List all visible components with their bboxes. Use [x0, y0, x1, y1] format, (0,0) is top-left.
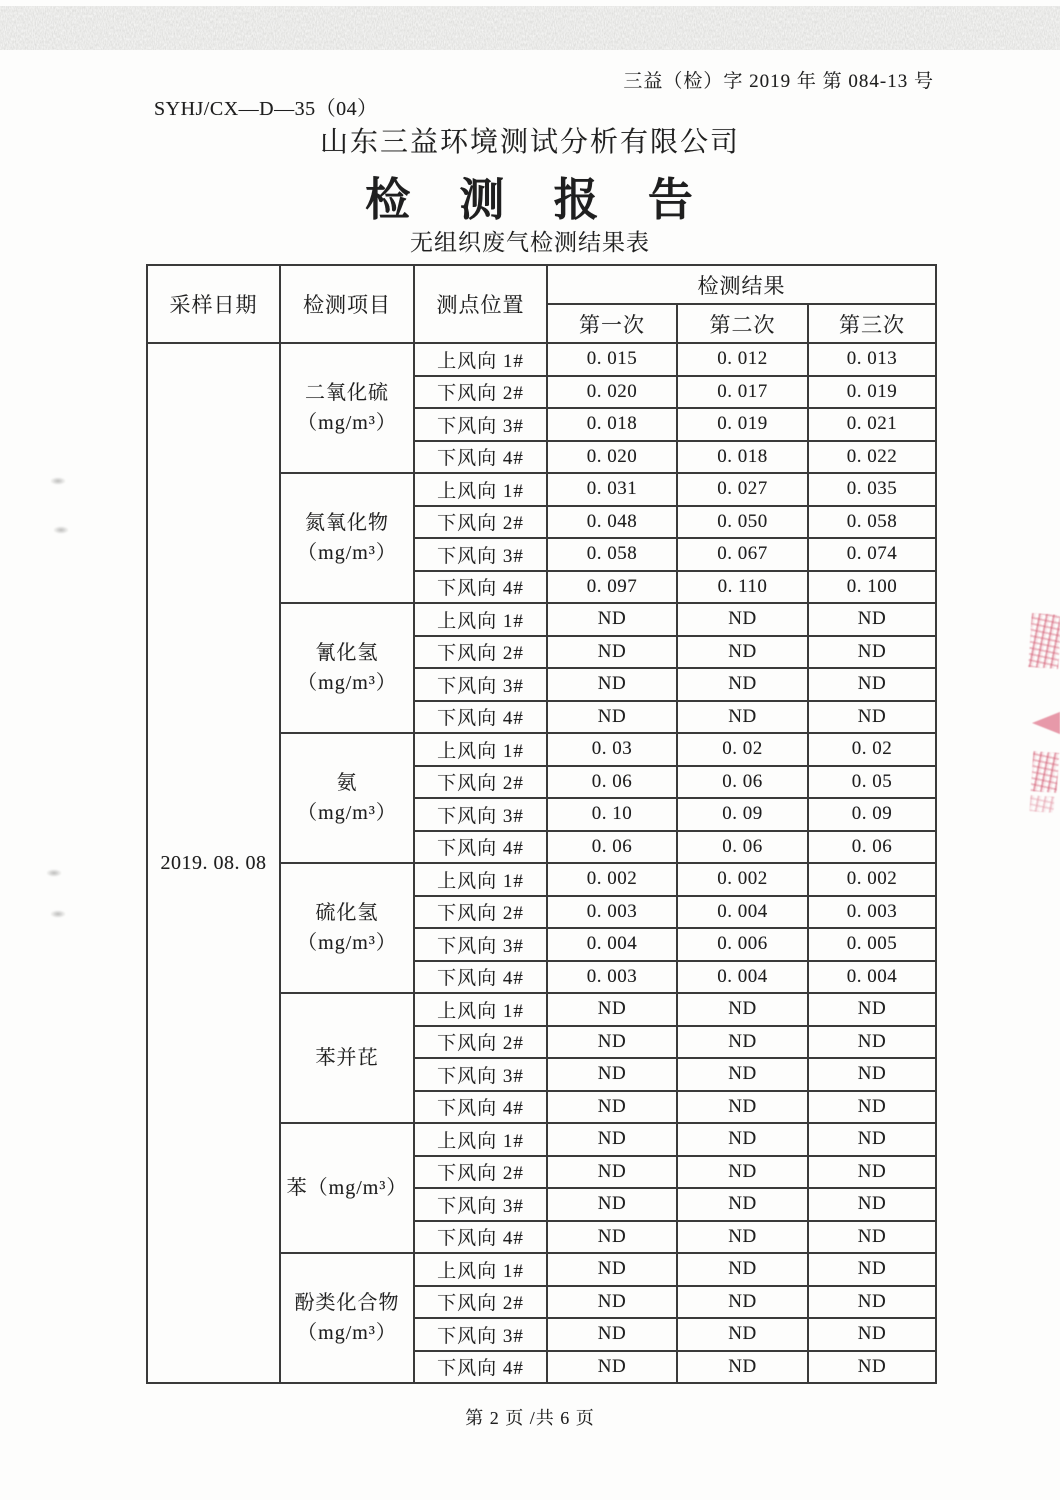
location-cell: 上风向 1#: [414, 863, 547, 896]
col-header-run-3: 第三次: [808, 304, 936, 343]
result-cell: ND: [677, 701, 808, 734]
item-cell: [280, 733, 414, 863]
result-cell: ND: [808, 668, 936, 701]
result-cell: 0. 004: [808, 961, 936, 994]
result-cell: ND: [547, 1156, 677, 1189]
item-line: 酚类化合物: [294, 1292, 400, 1314]
result-cell: 0. 020: [547, 441, 677, 474]
location-cell: 下风向 3#: [414, 668, 547, 701]
result-cell: ND: [547, 668, 677, 701]
result-cell: 0. 03: [547, 733, 677, 766]
item-line: （mg/m³）: [297, 412, 397, 434]
table-title: 无组织废气检测结果表: [410, 230, 650, 255]
table-row: [147, 343, 936, 376]
location-cell: 下风向 3#: [414, 538, 547, 571]
location-cell: 上风向 1#: [414, 473, 547, 506]
result-cell: ND: [677, 1058, 808, 1091]
result-cell: 0. 02: [808, 733, 936, 766]
scan-noise-band: [0, 4, 1060, 54]
result-cell: 0. 074: [808, 538, 936, 571]
location-cell: 上风向 1#: [414, 1253, 547, 1286]
result-cell: 0. 013: [808, 343, 936, 376]
result-cell: ND: [547, 1188, 677, 1221]
result-cell: 0. 019: [677, 408, 808, 441]
location-cell: 下风向 4#: [414, 1091, 547, 1124]
document-number: 三益（检）字 2019 年 第 084-13 号: [623, 71, 934, 92]
col-header-location: 测点位置: [414, 265, 547, 343]
seal-text-fragment: [1028, 613, 1060, 669]
item-line: 氨: [336, 772, 358, 794]
result-cell: 0. 017: [677, 376, 808, 409]
location-cell: 下风向 2#: [414, 896, 547, 929]
item-cell: [280, 603, 414, 733]
item-line: （mg/m³）: [297, 932, 397, 954]
result-cell: 0. 018: [547, 408, 677, 441]
col-header-run-1: 第一次: [547, 304, 677, 343]
item-line: （mg/m³）: [297, 542, 397, 564]
result-cell: 0. 020: [547, 376, 677, 409]
location-cell: 下风向 3#: [414, 408, 547, 441]
result-cell: 0. 022: [808, 441, 936, 474]
result-cell: ND: [808, 1221, 936, 1254]
result-cell: ND: [677, 636, 808, 669]
result-cell: 0. 003: [547, 961, 677, 994]
result-cell: ND: [808, 1318, 936, 1351]
result-cell: 0. 018: [677, 441, 808, 474]
result-cell: ND: [808, 993, 936, 1026]
result-cell: ND: [547, 1123, 677, 1156]
result-cell: 0. 004: [547, 928, 677, 961]
location-cell: 下风向 4#: [414, 441, 547, 474]
result-cell: ND: [677, 1091, 808, 1124]
seal-text-fragment: [1031, 751, 1060, 793]
result-cell: ND: [808, 1123, 936, 1156]
location-cell: 下风向 3#: [414, 1318, 547, 1351]
item-line: 氮氧化物: [305, 512, 389, 534]
location-cell: 下风向 3#: [414, 1188, 547, 1221]
result-cell: ND: [547, 701, 677, 734]
result-cell: 0. 050: [677, 506, 808, 539]
col-header-sample-date: 采样日期: [147, 265, 280, 343]
result-cell: 0. 035: [808, 473, 936, 506]
item-line: 氰化氢: [315, 642, 379, 664]
result-cell: ND: [547, 1286, 677, 1319]
scan-smudge: [50, 477, 66, 485]
item-cell: [280, 1123, 414, 1253]
result-cell: 0. 100: [808, 571, 936, 604]
result-cell: ND: [547, 1091, 677, 1124]
result-cell: ND: [808, 603, 936, 636]
item-cell: [280, 473, 414, 603]
item-line: 苯并芘: [315, 1047, 379, 1069]
result-cell: ND: [677, 1318, 808, 1351]
result-cell: 0. 003: [547, 896, 677, 929]
item-line: 苯（mg/m³）: [286, 1177, 408, 1199]
item-line: （mg/m³）: [297, 1322, 397, 1344]
result-cell: 0. 06: [547, 766, 677, 799]
result-cell: 0. 019: [808, 376, 936, 409]
result-cell: ND: [808, 1351, 936, 1384]
location-cell: 上风向 1#: [414, 603, 547, 636]
result-cell: ND: [808, 1026, 936, 1059]
result-cell: ND: [808, 1253, 936, 1286]
location-cell: 下风向 3#: [414, 928, 547, 961]
seal-text-fragment: [1029, 795, 1054, 813]
item-line: 二氧化硫: [305, 382, 389, 404]
result-cell: ND: [808, 1286, 936, 1319]
result-cell: 0. 06: [677, 766, 808, 799]
item-line: （mg/m³）: [297, 802, 397, 824]
item-cell: [280, 993, 414, 1123]
location-cell: 下风向 2#: [414, 506, 547, 539]
result-cell: 0. 09: [677, 798, 808, 831]
header-row-1: [147, 265, 936, 304]
scan-smudge: [53, 526, 69, 534]
location-cell: 下风向 2#: [414, 766, 547, 799]
location-cell: 下风向 4#: [414, 571, 547, 604]
result-cell: 0. 058: [808, 506, 936, 539]
scan-smudge: [50, 910, 66, 918]
result-cell: ND: [808, 1058, 936, 1091]
item-line: 硫化氢: [315, 902, 379, 924]
results-table: [146, 264, 937, 1384]
location-cell: 下风向 4#: [414, 1351, 547, 1384]
result-cell: 0. 05: [808, 766, 936, 799]
item-line: （mg/m³）: [297, 672, 397, 694]
location-cell: 下风向 4#: [414, 831, 547, 864]
sample-date-cell: 2019. 08. 08: [147, 343, 280, 1383]
location-cell: 下风向 4#: [414, 701, 547, 734]
location-cell: 下风向 2#: [414, 1026, 547, 1059]
result-cell: ND: [808, 701, 936, 734]
form-code: SYHJ/CX—D—35（04）: [154, 98, 378, 120]
result-cell: ND: [547, 1026, 677, 1059]
item-cell: [280, 863, 414, 993]
result-cell: 0. 110: [677, 571, 808, 604]
result-cell: 0. 012: [677, 343, 808, 376]
location-cell: 下风向 2#: [414, 1156, 547, 1189]
location-cell: 下风向 3#: [414, 1058, 547, 1091]
result-cell: 0. 02: [677, 733, 808, 766]
result-cell: 0. 005: [808, 928, 936, 961]
result-cell: 0. 027: [677, 473, 808, 506]
result-cell: ND: [677, 1351, 808, 1384]
result-cell: ND: [677, 603, 808, 636]
result-cell: ND: [547, 1318, 677, 1351]
result-cell: 0. 09: [808, 798, 936, 831]
location-cell: 下风向 3#: [414, 798, 547, 831]
result-cell: ND: [547, 1351, 677, 1384]
result-cell: ND: [677, 668, 808, 701]
result-cell: ND: [547, 636, 677, 669]
result-cell: 0. 003: [808, 896, 936, 929]
results-table-header: [147, 265, 936, 343]
location-cell: 上风向 1#: [414, 1123, 547, 1156]
result-cell: 0. 097: [547, 571, 677, 604]
result-cell: 0. 002: [677, 863, 808, 896]
result-cell: 0. 048: [547, 506, 677, 539]
location-cell: 上风向 1#: [414, 343, 547, 376]
result-cell: 0. 021: [808, 408, 936, 441]
scan-smudge: [46, 869, 62, 877]
item-cell: [280, 343, 414, 473]
location-cell: 下风向 2#: [414, 376, 547, 409]
result-cell: ND: [677, 1026, 808, 1059]
result-cell: ND: [808, 1156, 936, 1189]
result-cell: ND: [677, 1188, 808, 1221]
result-cell: ND: [677, 1286, 808, 1319]
result-cell: ND: [547, 603, 677, 636]
result-cell: ND: [547, 1221, 677, 1254]
result-cell: ND: [677, 1221, 808, 1254]
result-cell: ND: [677, 1123, 808, 1156]
result-cell: ND: [547, 1253, 677, 1286]
result-cell: 0. 06: [808, 831, 936, 864]
result-cell: ND: [677, 993, 808, 1026]
location-cell: 下风向 2#: [414, 636, 547, 669]
results-tbody: [147, 343, 936, 1383]
result-cell: ND: [677, 1253, 808, 1286]
location-cell: 下风向 4#: [414, 961, 547, 994]
red-seal-stamp: [1000, 600, 1060, 840]
result-cell: 0. 06: [677, 831, 808, 864]
result-cell: 0. 10: [547, 798, 677, 831]
col-header-run-2: 第二次: [677, 304, 808, 343]
result-cell: 0. 015: [547, 343, 677, 376]
result-cell: 0. 002: [808, 863, 936, 896]
location-cell: 上风向 1#: [414, 733, 547, 766]
location-cell: 上风向 1#: [414, 993, 547, 1026]
page-number: 第 2 页 /共 6 页: [465, 1408, 595, 1428]
result-cell: 0. 031: [547, 473, 677, 506]
result-cell: ND: [547, 993, 677, 1026]
result-cell: 0. 06: [547, 831, 677, 864]
result-cell: 0. 004: [677, 961, 808, 994]
result-cell: ND: [547, 1058, 677, 1091]
location-cell: 下风向 2#: [414, 1286, 547, 1319]
result-cell: ND: [808, 1091, 936, 1124]
result-cell: ND: [808, 1188, 936, 1221]
col-header-item: 检测项目: [280, 265, 414, 343]
company-name: 山东三益环境测试分析有限公司: [319, 127, 740, 158]
result-cell: 0. 004: [677, 896, 808, 929]
result-cell: 0. 002: [547, 863, 677, 896]
col-header-result: 检测结果: [547, 265, 936, 304]
result-cell: 0. 006: [677, 928, 808, 961]
result-cell: ND: [677, 1156, 808, 1189]
item-cell: [280, 1253, 414, 1383]
result-cell: 0. 067: [677, 538, 808, 571]
result-cell: 0. 058: [547, 538, 677, 571]
location-cell: 下风向 4#: [414, 1221, 547, 1254]
result-cell: ND: [808, 636, 936, 669]
report-title: 检 测 报 告: [365, 175, 695, 225]
